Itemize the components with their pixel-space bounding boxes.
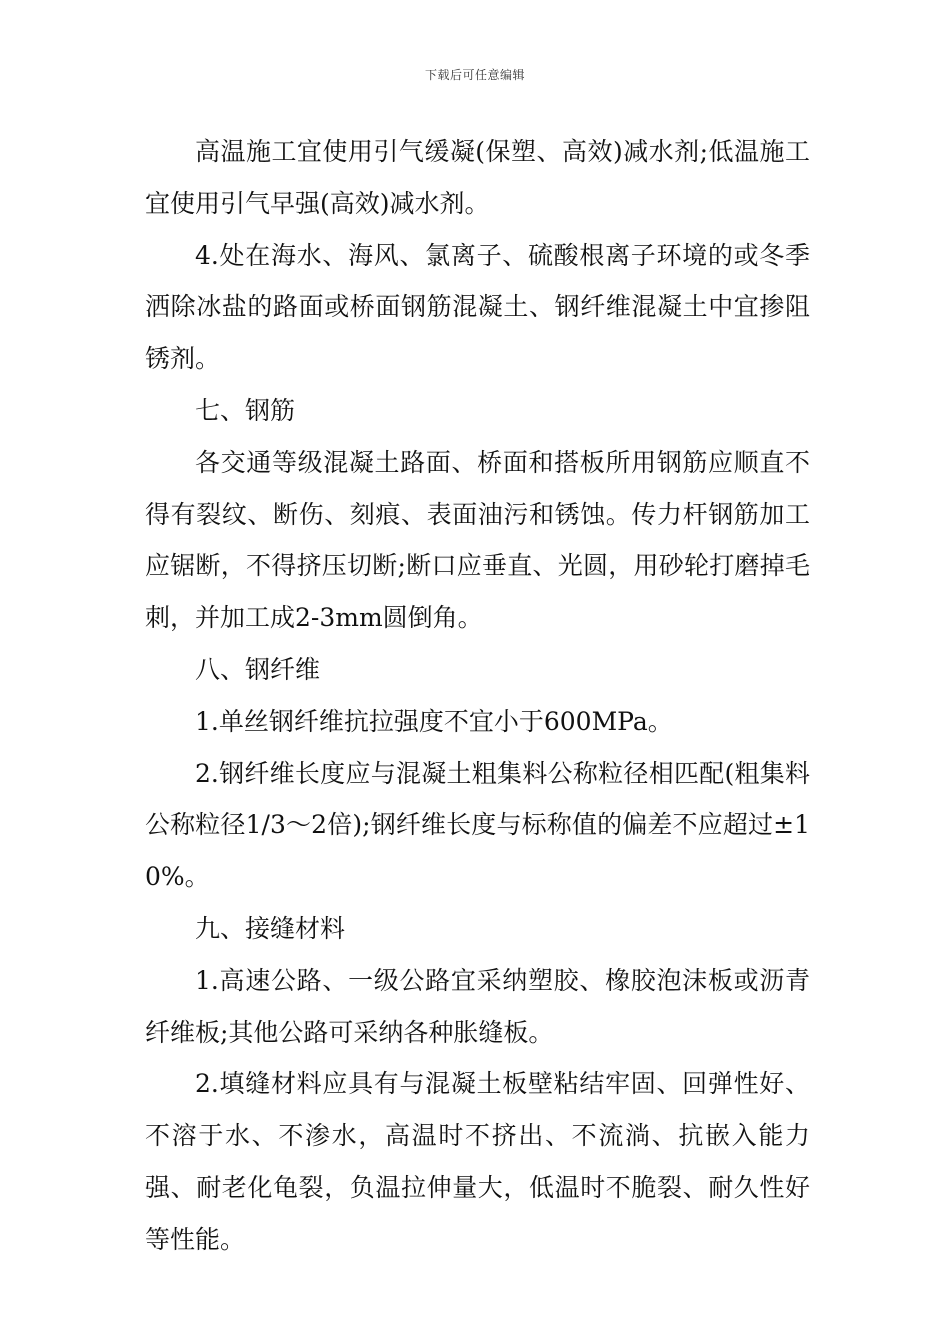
paragraph-fiber-tensile-strength: 1.单丝钢纤维抗拉强度不宜小于600MPa。 [195, 706, 673, 736]
paragraph-joint-sealant: 2.填缝材料应具有与混凝土板壁粘结牢固、回弹性好、不溶于水、不渗水，高温时不挤出、不流淌、抗嵌入能力强、耐老化龟裂，负温拉伸量大，低温时不脆裂、耐久性好等性能。 [145, 1069, 810, 1254]
page-header: 下载后可任意编辑 [424, 68, 525, 82]
paragraph-expansion-joint-boards: 1.高速公路、一级公路宜采纳塑胶、橡胶泡沫板或沥青纤维板;其他公路可采纳各种胀缝板。 [145, 965, 810, 1047]
paragraph-fiber-length: 2.钢纤维长度应与混凝土粗集料公称粒径相匹配(粗集料公称粒径1/3～2倍);钢纤维长度与标称值的偏差不应超过±10%。 [145, 758, 810, 892]
document-body [145, 126, 810, 1266]
section-heading-rebar: 七、钢筋 [195, 395, 296, 425]
section-heading-steel-fiber: 八、钢纤维 [195, 654, 321, 684]
section-heading-joint-materials: 九、接缝材料 [195, 913, 346, 943]
paragraph-admixture-temperature: 高温施工宜使用引气缓凝(保塑、高效)减水剂;低温施工宜使用引气早强(高效)减水剂。 [145, 137, 810, 218]
paragraph-rust-inhibitor: 4.处在海水、海风、氯离子、硫酸根离子环境的或冬季洒除冰盐的路面或桥面钢筋混凝土、钢纤维混凝土中宜掺阻锈剂。 [145, 240, 810, 374]
paragraph-rebar-requirements: 各交通等级混凝土路面、桥面和搭板所用钢筋应顺直不得有裂纹、断伤、刻痕、表面油污和锈蚀。传力杆钢筋加工应锯断，不得挤压切断;断口应垂直、光圆，用砂轮打磨掉毛刺，并加工成2-3mm圆倒角。 [145, 447, 810, 633]
